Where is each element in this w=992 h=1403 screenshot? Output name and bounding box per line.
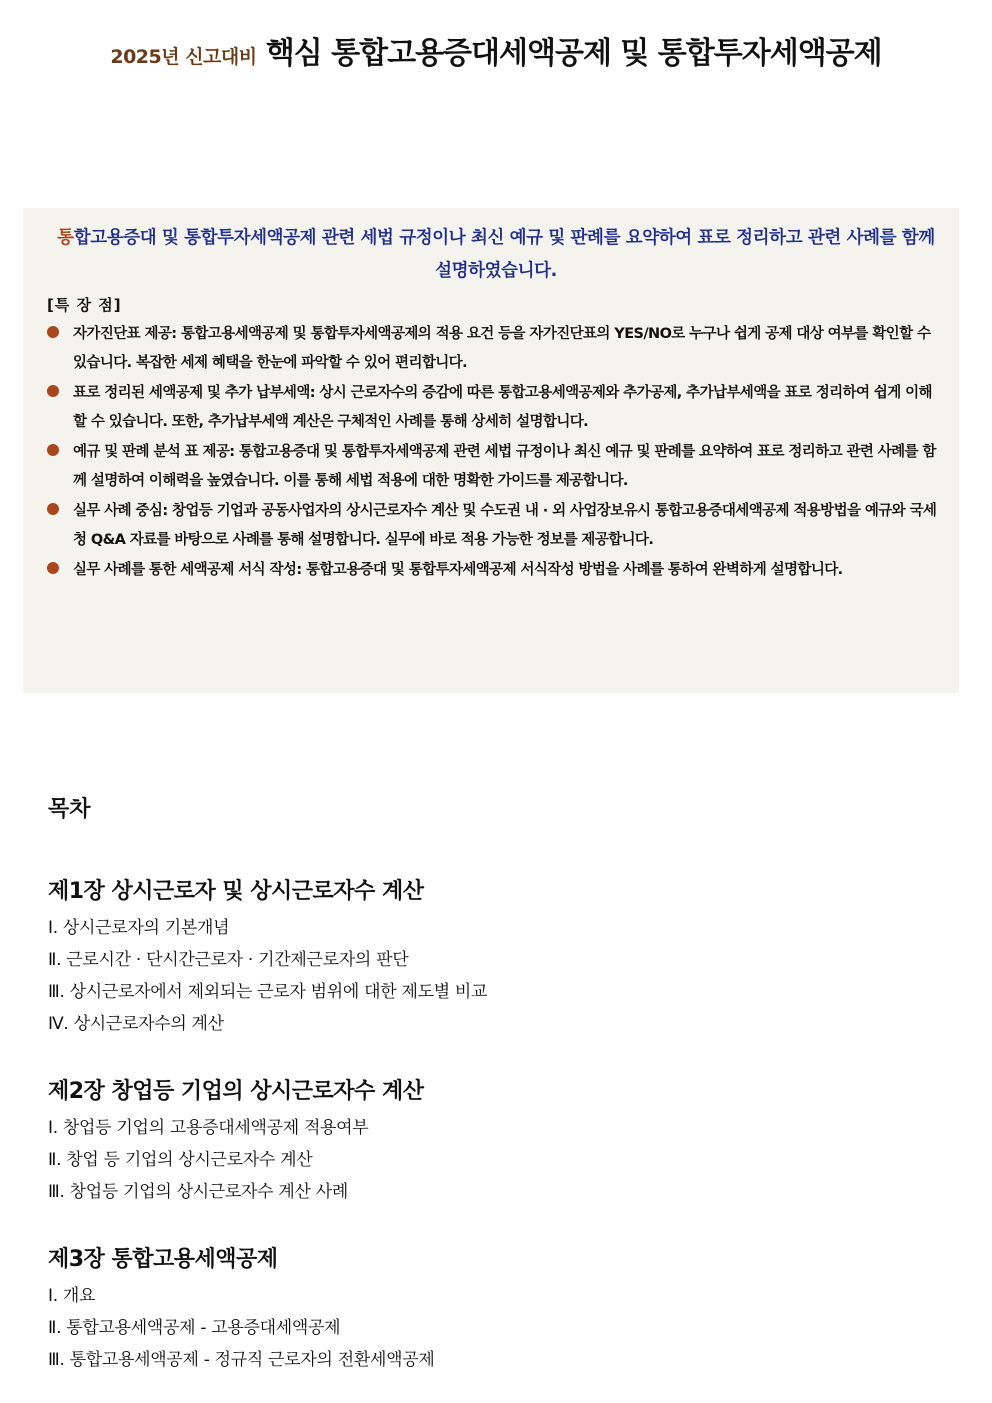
feature-text: 실무 사례 중심: 창업등 기업과 공동사업자의 상시근로자수 계산 및 수도권 내 · 외 사업장보유시 통합고용증대세액공제 적용방법을 예규와 국세청 Q&A 자료를 바탕으로 사례를 통해 설명합니다. 실무에 바로 적용 가능한 정보를 제공합니다. [73, 503, 937, 548]
lead-text: 합고용증대 및 통합투자세액공제 관련 세법 규정이나 최신 예규 및 판례를 요약하여 표로 정리하고 관련 사례를 함께 설명하였습니다. [73, 228, 935, 281]
feature-text: 표로 정리된 세액공제 및 추가 납부세액: 상시 근로자수의 증감에 따른 통합고용세액공제와 추가공제, 추가납부세액을 표로 정리하여 쉽게 이해할 수 있습니다. 또한, 추가납부세액 계산은 구체적인 사례를 통해 상세히 설명합니다. [73, 385, 932, 430]
bullet-icon [47, 326, 59, 338]
toc-heading: 목차 [48, 797, 91, 822]
toc-chapter [48, 1074, 948, 1208]
toc-item: Ⅱ. 통합고용세액공제 - 고용증대세액공제 [48, 1318, 341, 1338]
title-prefix: 2025년 신고대비 [110, 46, 257, 68]
toc-item: Ⅱ. 창업 등 기업의 상시근로자수 계산 [48, 1150, 313, 1170]
feature-text: 예규 및 판례 분석 표 제공: 통합고용증대 및 통합투자세액공제 관련 세법 규정이나 최신 예규 및 판례를 요약하여 표로 정리하고 관련 사례를 함께 설명하여 이해력을 높였습니다. 이를 통해 세법 적용에 대한 명확한 가이드를 제공합니다. [73, 444, 936, 489]
toc-chapter [48, 1242, 948, 1376]
toc-item: Ⅳ. 상시근로자수의 계산 [48, 1014, 224, 1034]
feature-item [47, 438, 945, 496]
table-of-contents [48, 790, 948, 1376]
bullet-icon [47, 385, 59, 397]
toc-item: Ⅱ. 근로시간 · 단시간근로자 · 기간제근로자의 판단 [48, 950, 409, 970]
feature-item [47, 320, 945, 378]
toc-item: Ⅲ. 상시근로자에서 제외되는 근로자 범위에 대한 제도별 비교 [48, 982, 488, 1002]
toc-item: Ⅲ. 통합고용세액공제 - 정규직 근로자의 전환세액공제 [48, 1350, 435, 1370]
toc-item: Ⅰ. 상시근로자의 기본개념 [48, 918, 230, 938]
document-title [0, 28, 992, 72]
feature-item [47, 497, 945, 555]
toc-item: Ⅲ. 창업등 기업의 상시근로자수 계산 사례 [48, 1182, 348, 1202]
intro-box [23, 208, 959, 693]
lead-first-char: 통 [57, 228, 74, 248]
toc-chapter [48, 874, 948, 1040]
bullet-icon [47, 503, 59, 515]
feature-text: 실무 사례를 통한 세액공제 서식 작성: 통합고용증대 및 통합투자세액공제 서식작성 방법을 사례를 통하여 완벽하게 설명합니다. [73, 562, 843, 578]
title-main: 핵심 통합고용증대세액공제 및 통합투자세액공제 [265, 36, 882, 71]
features-heading: [특 장 점] [47, 296, 122, 314]
toc-item: Ⅰ. 창업등 기업의 고용증대세액공제 적용여부 [48, 1118, 369, 1138]
chapter-title: 제3장 통합고용세액공제 [48, 1247, 278, 1272]
chapter-title: 제1장 상시근로자 및 상시근로자수 계산 [48, 879, 424, 904]
chapter-title: 제2장 창업등 기업의 상시근로자수 계산 [48, 1079, 424, 1104]
feature-item [47, 379, 945, 437]
feature-item [47, 556, 945, 585]
bullet-icon [47, 444, 59, 456]
toc-item: Ⅰ. 개요 [48, 1286, 96, 1306]
bullet-icon [47, 562, 59, 574]
feature-text: 자가진단표 제공: 통합고용세액공제 및 통합투자세액공제의 적용 요건 등을 자가진단표의 YES/NO로 누구나 쉽게 공제 대상 여부를 확인할 수 있습니다. 복잡한 세제 혜택을 한눈에 파악할 수 있어 편리합니다. [73, 326, 931, 371]
intro-lead [47, 222, 945, 288]
